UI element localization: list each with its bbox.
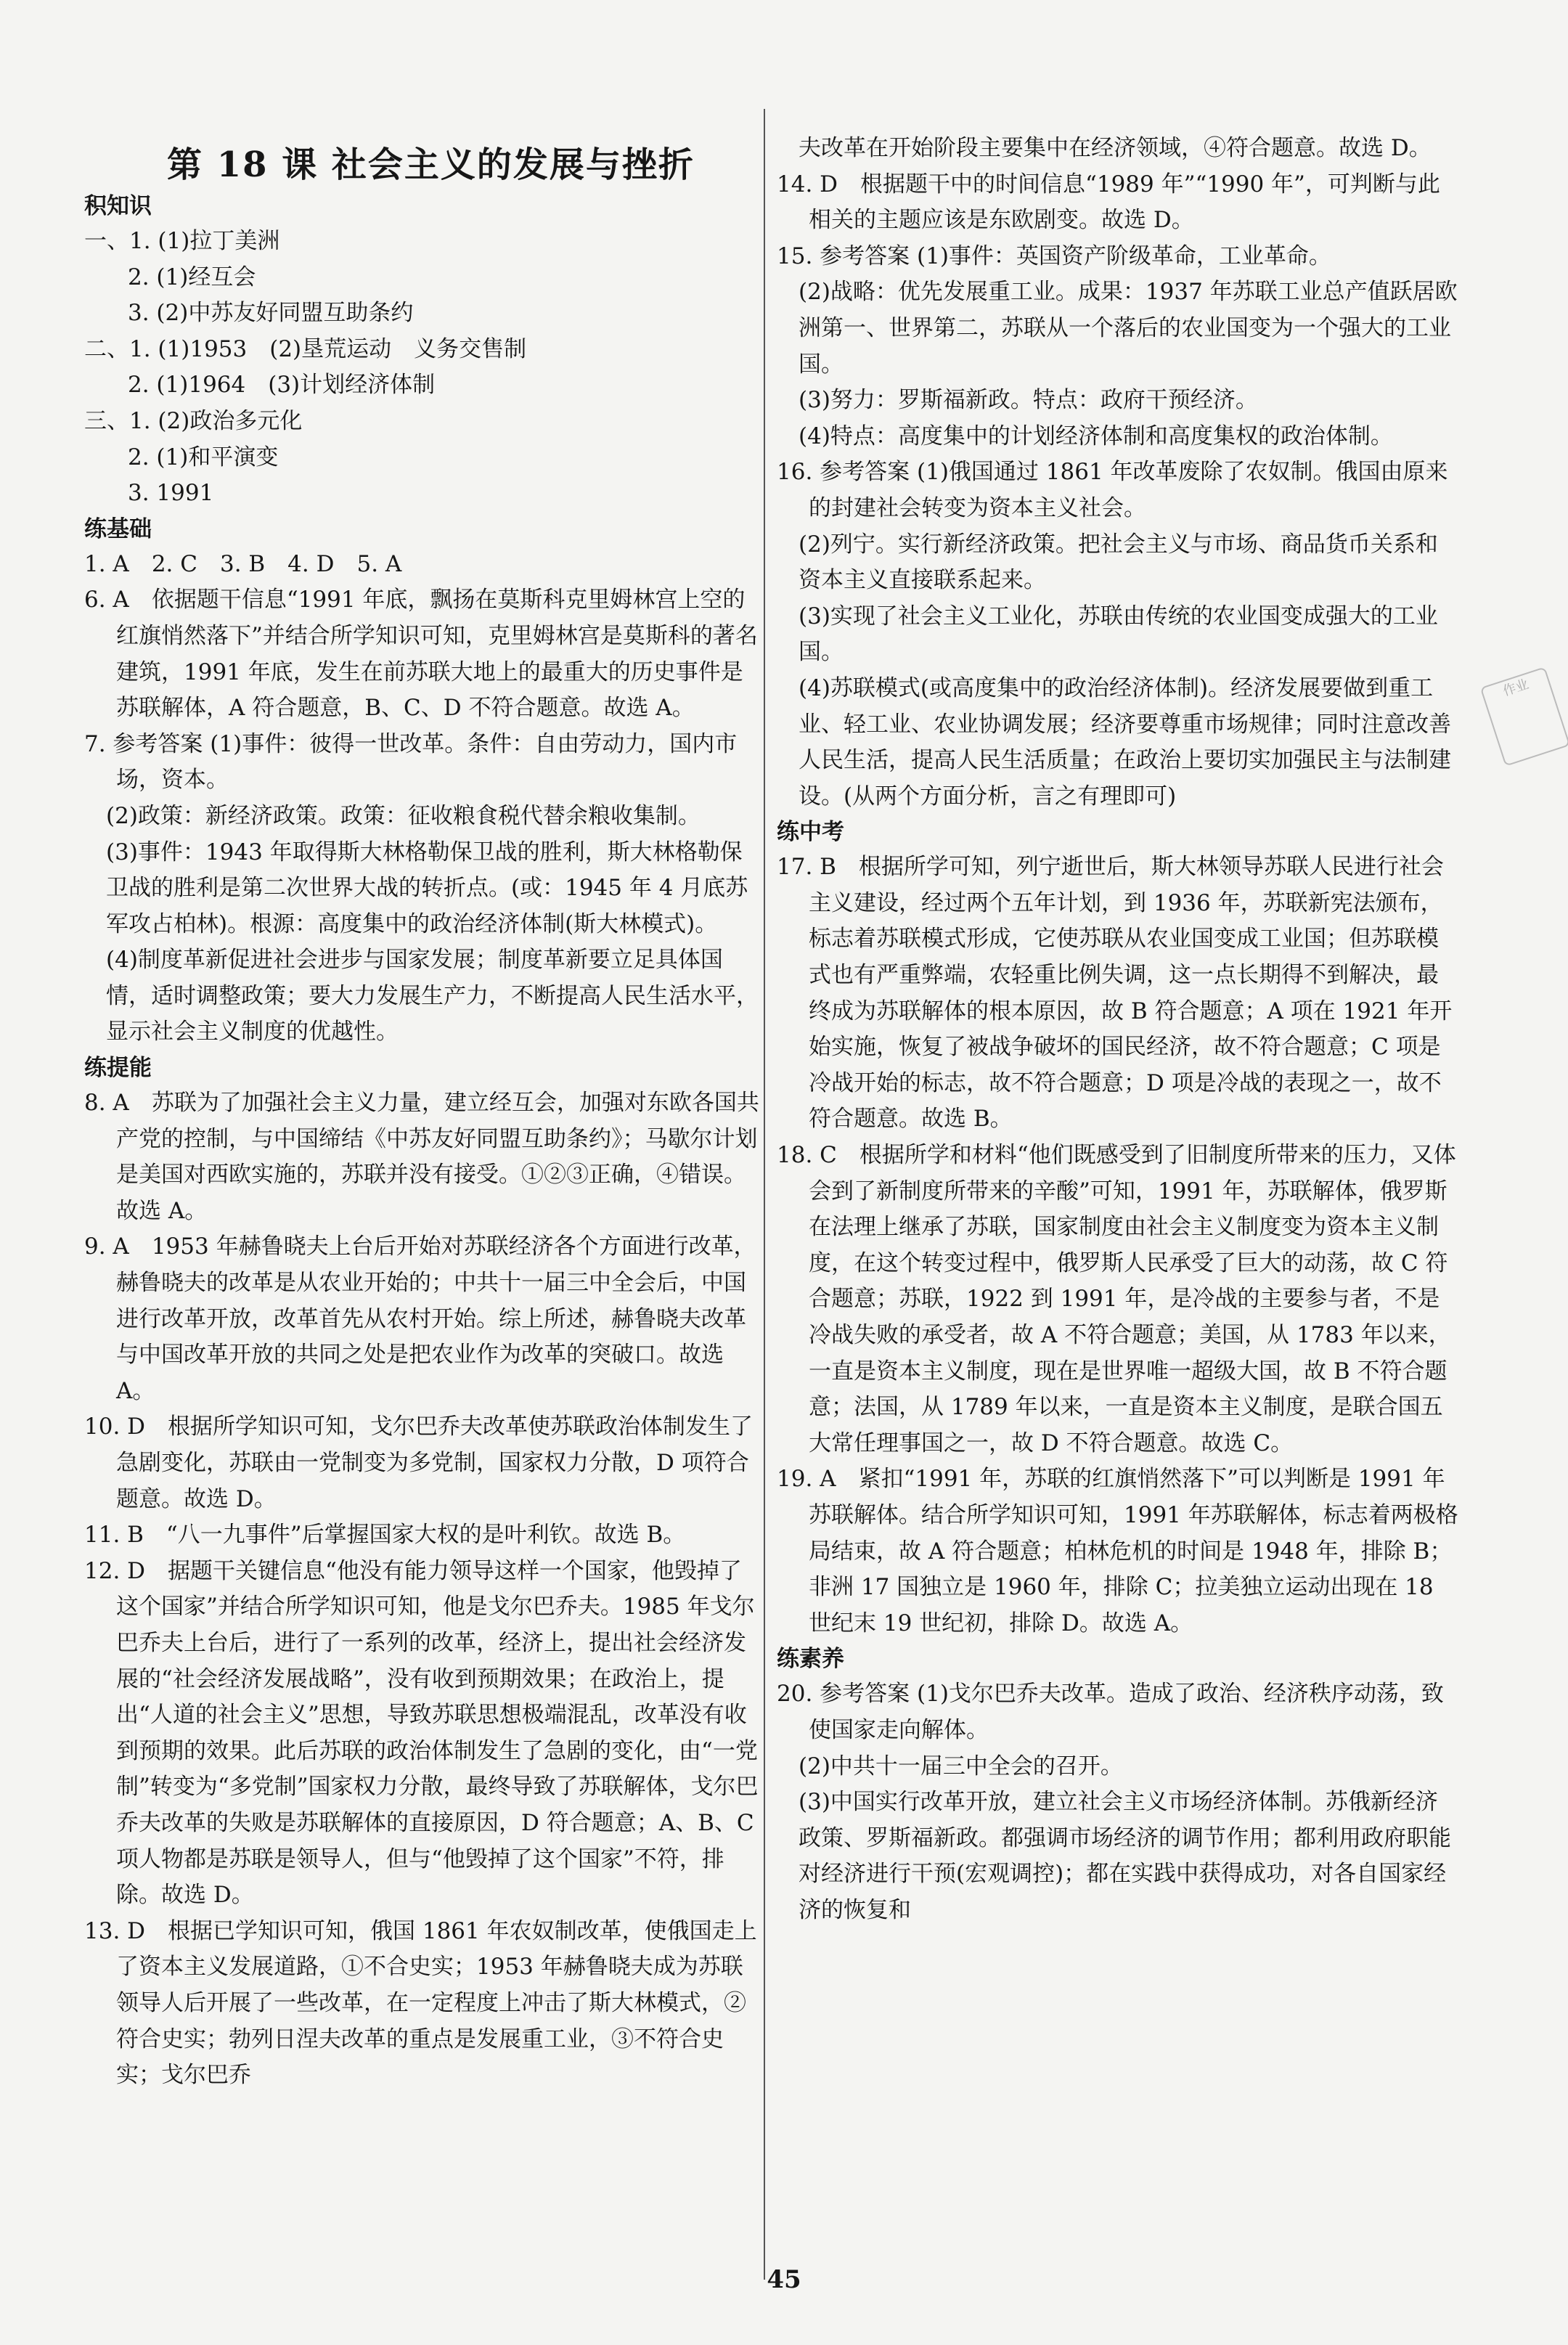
answer-line: 8. A 苏联为了加强社会主义力量，建立经互会，加强对东欧各国共产党的控制，与中国缔结《中苏友好同盟互助条约》；马歇尔计划是美国对西欧实施的，苏联并没有接受。①②③正确，④错误。故选 A。 xyxy=(84,1090,759,1224)
answer-line: 12. D 据题干关键信息“他没有能力领导这样一个国家，他毁掉了这个国家”并结合所学知识可知，他是戈尔巴乔夫。1985 年戈尔巴乔夫上台后，进行了一系列的改革，经济上，提出社会经济发展的“社会经济发展战略”，没有收到预期效果；在政治上，提出“人道的社会主义”思想，导致苏联思想极端混乱，改革没有收到预期的效果。此后苏联的政治体制发生了急剧的变化，由“一党制”转变为“多党制”国家权力分散，最终导致了苏联解体，戈尔巴乔夫改革的失败是苏联解体的直接原因，D 符合题意；A、B、C 项人物都是苏联是领导人，但与“他毁掉了这个国家”不符，排除。故选 D。 xyxy=(84,1557,759,1909)
answer-line: 20. 参考答案 (1)戈尔巴乔夫改革。造成了政治、经济秩序动荡，致使国家走向解体。 xyxy=(777,1681,1444,1743)
answer-line: 6. A 依据题干信息“1991 年底，飘扬在莫斯科克里姆林宫上空的红旗悄然落下”并结合所学知识可知，克里姆林宫是莫斯科的著名建筑，1991 年底，发生在前苏联大地上的最重大的历史事件是苏联解体，A 符合题意，B、C、D 不符合题意。故选 A。 xyxy=(84,587,758,722)
answer-line: (4)制度革新促进社会进步与国家发展；制度革新要立足具体国情，适时调整政策；要大力发展生产力，不断提高人民生活水平，显示社会主义制度的优越性。 xyxy=(106,947,759,1045)
answer-line: (4)特点：高度集中的计划经济体制和高度集权的政治体制。 xyxy=(799,423,1393,449)
answer-line: (2)中共十一届三中全会的召开。 xyxy=(799,1753,1123,1779)
answer-line: 3. 1991 xyxy=(128,480,214,507)
answer-line: 15. 参考答案 (1)事件：英国资产阶级革命，工业革命。 xyxy=(777,242,1331,269)
answer-line: (3)中国实行改革开放，建立社会主义市场经济体制。苏俄新经济政策、罗斯福新政。都强调市场经济的调节作用；都利用政府职能对经济进行干预(宏观调控)；都在实践中获得成功，对各自国家经济的恢复和 xyxy=(799,1789,1451,1923)
answer-line: 17. B 根据所学可知，列宁逝世后，斯大林领导苏联人民进行社会主义建设，经过两个五年计划，到 1936 年，苏联新宪法颁布，标志着苏联模式形成，它使苏联从农业国变成工业国；但苏联模式也有严重弊端，农轻重比例失调，这一点长期得不到解决，最终成为苏联解体的根本原因，故 B 符合题意；A 项在 1921 年开始实施，恢复了被战争破坏的国民经济，故不符合题意；C 项是冷战开始的标志，故不符合题意；D 项是冷战的表现之一，故不符合题意。故选 B。 xyxy=(777,854,1453,1133)
answer-line: 夫改革在开始阶段主要集中在经济领域，④符合题意。故选 D。 xyxy=(799,135,1432,161)
answer-line: (3)努力：罗斯福新政。特点：政府干预经济。 xyxy=(799,387,1258,414)
column-divider xyxy=(764,109,765,2280)
answer-line: 二、1. (1)1953 (2)垦荒运动 义务交售制 xyxy=(84,335,527,362)
answer-line: 10. D 根据所学知识可知，戈尔巴乔夫改革使苏联政治体制发生了急剧变化，苏联由一党制变为多党制，国家权力分散，D 项符合题意。故选 D。 xyxy=(84,1414,754,1512)
answer-line: (3)实现了社会主义工业化，苏联由传统的农业国变成强大的工业国。 xyxy=(799,603,1438,666)
answer-line: (2)列宁。实行新经济政策。把社会主义与市场、商品货币关系和资本主义直接联系起来。 xyxy=(799,531,1438,594)
answer-line: 一、1. (1)拉丁美洲 xyxy=(84,228,280,254)
section-heading: 积知识 xyxy=(84,193,152,219)
left-column xyxy=(84,189,759,2094)
answer-line: 19. A 紧扣“1991 年，苏联的红旗悄然落下”可以判断是 1991 年苏联解体。结合所学知识可知，1991 年苏联解体，标志着两极格局结束，故 A 符合题意；柏林危机的时间是 1948 年，排除 B；非洲 17 国独立是 1960 年，排除 C；拉美独立运动出现在 18 世纪末 19 世纪初，排除 D。故选 A。 xyxy=(777,1466,1458,1636)
answer-line: 2. (1)1964 (3)计划经济体制 xyxy=(128,372,436,399)
answer-line: 13. D 根据已学知识可知，俄国 1861 年农奴制改革，使俄国走上了资本主义发展道路，①不合史实；1953 年赫鲁晓夫成为苏联领导人后开展了一些改革，在一定程度上冲击了斯大林模式，②符合史实；勃列日涅夫改革的重点是发展重工业，③不符合史实；戈尔巴乔 xyxy=(84,1917,757,2089)
answer-line: 16. 参考答案 (1)俄国通过 1861 年改革废除了农奴制。俄国由原来的封建社会转变为资本主义社会。 xyxy=(777,459,1448,521)
page-number: 45 xyxy=(767,2265,801,2294)
answer-line: (2)政策：新经济政策。政策：征收粮食税代替余粮收集制。 xyxy=(106,802,701,829)
side-stamp: 作业 xyxy=(1480,666,1568,766)
right-column xyxy=(777,131,1459,1929)
answer-line: 7. 参考答案 (1)事件：彼得一世改革。条件：自由劳动力，国内市场，资本。 xyxy=(84,730,738,794)
answer-line: 14. D 根据题干中的时间信息“1989 年”“1990 年”，可判断与此相关的主题应该是东欧剧变。故选 D。 xyxy=(777,171,1440,234)
section-heading: 练素养 xyxy=(777,1646,844,1673)
section-heading: 练中考 xyxy=(777,819,844,846)
answer-line: 2. (1)和平演变 xyxy=(128,444,279,470)
answer-line: 3. (2)中苏友好同盟互助条约 xyxy=(128,300,414,327)
answer-line: (3)事件：1943 年取得斯大林格勒保卫战的胜利，斯大林格勒保卫战的胜利是第二次世界大战的转折点。(或：1945 年 4 月底苏军攻占柏林)。根源：高度集中的政治经济体制(斯大林模式)。 xyxy=(106,839,748,937)
section-heading: 练提能 xyxy=(84,1055,152,1082)
section-heading: 练基础 xyxy=(84,515,152,542)
answer-line: 9. A 1953 年赫鲁晓夫上台后开始对苏联经济各个方面进行改革，赫鲁晓夫的改革是从农业开始的；中共十一届三中全会后，中国进行改革开放，改革首先从农村开始。综上所述，赫鲁晓夫改革与中国改革开放的共同之处是把农业作为改革的突破口。故选 A。 xyxy=(84,1233,756,1404)
answer-line: 2. (1)经互会 xyxy=(128,264,256,290)
answer-line: (2)战略：优先发展重工业。成果：1937 年苏联工业总产值跃居欧洲第一、世界第二，苏联从一个落后的农业国变为一个强大的工业国。 xyxy=(799,279,1458,378)
answer-line: 18. C 根据所学和材料“他们既感受到了旧制度所带来的压力，又体会到了新制度所带来的辛酸”可知，1991 年，苏联解体，俄罗斯在法理上继承了苏联，国家制度由社会主义制度变为资本主义制度，在这个转变过程中，俄罗斯人民承受了巨大的动荡，故 C 符合题意；苏联，1922 到 1991 年，是冷战的主要参与者，不是冷战失败的承受者，故 A 不符合题意；美国，从 1783 年以来，一直是资本主义制度，现在是世界唯一超级大国，故 B 不符合题意；法国，从 1789 年以来，一直是资本主义制度，是联合国五大常任理事国之一，故 D 不符合题意。故选 C。 xyxy=(777,1142,1456,1456)
lesson-title: 第 18 课 社会主义的发展与挫折 xyxy=(167,144,695,185)
answer-line: 三、1. (2)政治多元化 xyxy=(84,407,303,434)
answer-line: 11. B “八一九事件”后掌握国家大权的是叶利钦。故选 B。 xyxy=(84,1522,686,1549)
answer-line: (4)苏联模式(或高度集中的政治经济体制)。经济发展要做到重工业、轻工业、农业协调发展；经济要尊重市场规律；同时注意改善人民生活，提高人民生活质量；在政治上要切实加强民主与法制建设。(从两个方面分析，言之有理即可) xyxy=(799,674,1451,809)
answer-line: 1. A 2. C 3. B 4. D 5. A xyxy=(84,550,402,577)
